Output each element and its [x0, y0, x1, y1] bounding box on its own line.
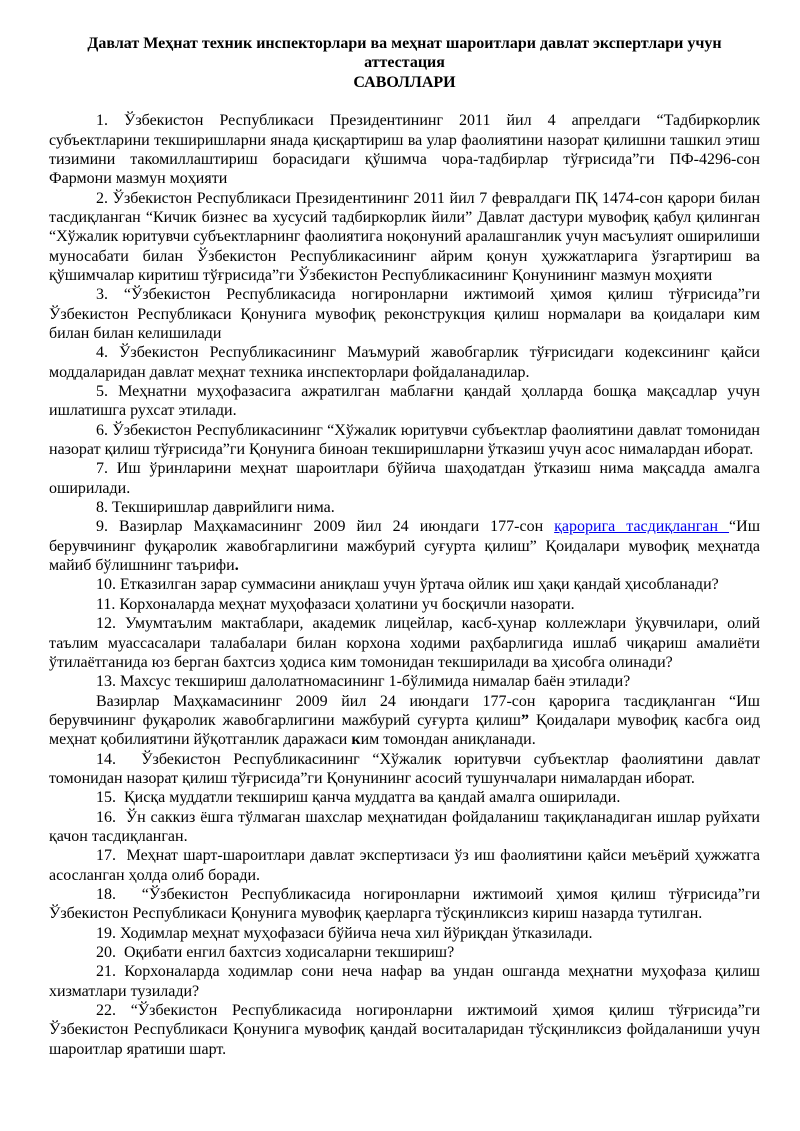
question-paragraph	[49, 672, 760, 691]
text-segment: 15. Қисқа муддатли текшириш қанча муддатга ва қандай амалга оширилади.	[96, 789, 621, 807]
question-paragraph	[49, 750, 760, 789]
text-segment: 14. Ўзбекистон Республикасининг “Хўжалик юритувчи субъектлар фаолиятини давлат томонидан назорат қилиш тўғрисида”ги Қонунининг асосий тушунчалари нималардан иборат.	[49, 750, 760, 787]
title-line-3: САВОЛЛАРИ	[353, 73, 456, 91]
text-segment: 11. Корхоналарда меҳнат муҳофазаси ҳолатини уч босқичли назорати.	[96, 595, 575, 613]
question-paragraph	[49, 343, 760, 382]
question-paragraph	[49, 962, 760, 1001]
text-segment: 12. Умумтаълим мактаблари, академик лицейлар, касб-ҳунар коллежлари ўқувчилари, олий таълим муассасалари талабалари билан корхона ходими раҳбарлигида ишлаб чиқариш амалиёти ўтилаётганида юз берган бахтсиз ҳодиса ким томонидан текширилади ва ҳисобга олинади?	[49, 615, 760, 671]
title-line-2: аттестация	[364, 54, 445, 72]
text-segment: 17. Меҳнат шарт-шароитлари давлат экспертизаси ўз иш фаолиятини қайси меъёрий ҳужжатга асосланган ҳолда олиб боради.	[49, 847, 760, 884]
text-segment: 13. Махсус текшириш далолатномасининг 1-бўлимида нималар баён этилади?	[96, 673, 631, 691]
text-segment: 7. Иш ўринларини меҳнат шароитлари бўйича шаҳодатдан ўтказиш нима мақсадда амалга оширилади.	[49, 460, 760, 497]
question-paragraph	[49, 111, 760, 188]
text-segment: 19. Ходимлар меҳнат муҳофазаси бўйича неча хил йўриқдан ўтказилади.	[96, 924, 593, 942]
question-paragraph	[49, 808, 760, 847]
question-paragraph	[49, 924, 760, 943]
text-segment: 18. “Ўзбекистон Республикасида ногиронларни ижтимоий ҳимоя қилиш тўғрисида”ги Ўзбекистон Республикаси Қонунига мувофиқ қаерларга тўсқинликсиз кириш назарда тутилган.	[49, 885, 760, 923]
text-segment: им томондан аниқланади.	[360, 731, 536, 749]
text-segment: 6. Ўзбекистон Республикасининг “Хўжалик юритувчи субъектлар фаолиятини давлат томонидан назорат қилиш тўғрисида”ги Қонунига биноан текширишларни ўтказиш учун асос нималардан иборат.	[49, 421, 760, 459]
question-paragraph	[49, 285, 760, 343]
question-paragraph	[49, 943, 760, 962]
text-segment: 21. Корхоналарда ходимлар сони неча нафар ва ундан ошганда меҳнатни муҳофаза қилиш хизматлари тузилади?	[49, 963, 760, 1000]
decree-link[interactable]: қарорига тасдиқланган	[554, 518, 730, 536]
text-segment: 22. “Ўзбекистон Республикасида ногиронларни ижтимоий ҳимоя қилиш тўғрисида”ги Ўзбекистон Республикаси Қонунига мувофиқ қандай воситаларидан тўсқинликсиз фойдаланиши учун шароитлар яратиши шарт.	[49, 1002, 760, 1058]
text-segment: 5. Меҳнатни муҳофазасига ажратилган маблағни қандай ҳолларда бошқа мақсадлар учун ишлатишга рухсат этилади.	[49, 383, 760, 420]
question-paragraph	[49, 885, 760, 924]
question-paragraph	[49, 382, 760, 421]
question-paragraph	[49, 421, 760, 460]
text-segment: 9. Вазирлар Маҳкамасининг 2009 йил 24 июндаги 177-сон	[96, 518, 555, 536]
question-paragraph	[49, 575, 760, 594]
text-segment: 1. Ўзбекистон Республикаси Президентининг 2011 йил 4 апрелдаги “Тадбиркорлик субъектларини текширишларни янада қисқартириш ва улар фаолиятини назорат қилишни ташкил этиш тизимини такомиллаштириш борасидаги қўшимча чора-тадбирлар тўғрисида”ги ПФ-4296-сон Фармони мазмун моҳияти	[49, 112, 760, 188]
text-segment: .	[234, 557, 239, 575]
question-paragraph	[49, 846, 760, 885]
text-segment: 2. Ўзбекистон Республикаси Президентининг 2011 йил 7 февралдаги ПҚ 1474-сон қарори билан тасдиқланган “Кичик бизнес ва хусусий тадбиркорлик йили” Давлат дастури мувофиқ қабул қилинган “Хўжалик юритувчи субъектларнинг фаолиятига ноқонуний аралашганлик учун масъулият оширилиши муносабати билан Ўзбекистон Республикасининг айрим қонун ҳужжатларига ўзгартириш ва қўшимчалар киритиш тўғрисида”ги Ўзбекистон Республикасининг Қонунининг мазмун моҳияти	[49, 189, 760, 284]
text-segment: Вазирлар Маҳкамасининг 2009 йил 24 июндаги 177-сон қарорига тасдиқланган “Иш берувчининг фуқаролик жавобгарлигини мажбурий суғурта қилиш	[49, 692, 760, 729]
text-segment: ”	[520, 711, 529, 729]
question-list	[49, 111, 760, 1059]
text-segment: 8. Текширишлар даврийлиги нима.	[96, 499, 335, 517]
title-line-1: Давлат Меҳнат техник инспекторлари ва меҳнат шароитлари давлат экспертлари учун	[87, 35, 722, 52]
question-paragraph	[49, 692, 760, 750]
question-paragraph	[49, 517, 760, 575]
question-paragraph	[49, 595, 760, 614]
question-paragraph	[49, 614, 760, 672]
text-segment: 3. “Ўзбекистон Республикасида ногиронларни ижтимоий ҳимоя қилиш тўғрисида”ги Ўзбекистон Республикаси Қонунига мувофиқ реконструкция қилиш нормалари ва қоидалари ким билан билан келишилади	[49, 286, 760, 342]
text-segment: 20. Оқибати енгил бахтсиз ходисаларни текшириш?	[96, 944, 455, 961]
question-paragraph	[49, 459, 760, 498]
question-paragraph	[49, 788, 760, 807]
text-segment: 16. Ўн саккиз ёшга тўлмаган шахслар меҳнатидан фойдаланиш тақиқланадиган ишлар руйхати қачон тасдиқланган.	[49, 808, 760, 845]
document-title	[49, 34, 760, 92]
text-segment: “Иш берувчининг фуқаролик жавобгарлигини мажбурий суғурта қилиш” Қоидалари мувофиқ меҳнатда майиб бўлишнинг таърифи	[49, 518, 761, 575]
question-paragraph	[49, 1001, 760, 1059]
text-segment: 10. Етказилган зарар суммасини аниқлаш учун ўртача ойлик иш ҳақи қандай ҳисобланади?	[96, 576, 719, 594]
text-segment: 4. Ўзбекистон Республикасининг Маъмурий жавобгарлик тўғрисидаги кодексининг қайси моддаларидан давлат меҳнат техника инспекторлари фойдаланадилар.	[49, 344, 760, 381]
text-segment: к	[351, 731, 361, 749]
question-paragraph	[49, 498, 760, 517]
text-segment: Қоидалари мувофиқ касбга оид меҳнат қобилиятини йўқотганлик даражаси	[49, 711, 761, 749]
question-paragraph	[49, 189, 760, 286]
